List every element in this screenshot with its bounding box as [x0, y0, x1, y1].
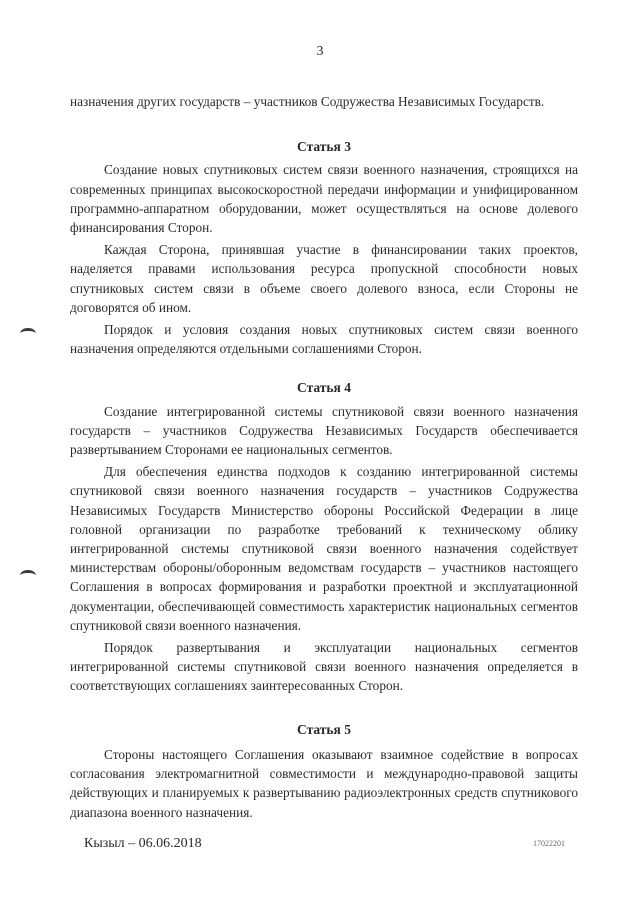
article-4-paragraph-1: Создание интегрированной системы спутниковой связи военного назначения государств – участников Содружества Независимых Государств обеспечивается развертыванием Сторонами ее национальных сегментов. — [70, 403, 578, 458]
intro-paragraph: назначения других государств – участников Содружества Независимых Государств. — [70, 94, 545, 109]
article-5-heading: Статья 5 — [297, 721, 351, 737]
binder-hole-mark — [20, 570, 36, 581]
article-5-paragraph-1: Стороны настоящего Соглашения оказывают взаимное содействие в вопросах согласования электромагнитной совместимости и международно-правовой защиты действующих и планируемых к развертыванию радиоэлектронных средств спутникового диапазона военного назначения. — [70, 746, 578, 820]
article-3-paragraph-2: Каждая Сторона, принявшая участие в финансировании таких проектов, наделяется правами использования ресурса пропускной способности новых спутниковых систем связи в объеме своего долевого взноса, если Стороны не договорятся об ином. — [70, 242, 578, 315]
article-4-paragraph-2: Для обеспечения единства подходов к созданию интегрированной системы спутниковой связи военного назначения государств – участников Содружества Независимых Государств Министерство обороны Российской Федерации в лице головной организации по разработке требований к техническому облику интегрированной системы спутниковой связи военного назначения содействует министерствам обороны/оборонным ведомствам государств – участников настоящего Соглашения в вопросах формирования и разработки проектной и эксплуатационной документации, обеспечивающей совместимость характеристик национальных сегментов спутниковой связи военного назначения. — [70, 464, 578, 633]
document-code: 17022201 — [533, 839, 565, 848]
page-number: 3 — [316, 44, 324, 59]
document-body — [70, 92, 578, 822]
article-4-heading: Статья 4 — [297, 380, 351, 396]
article-4-paragraph-3: Порядок развертывания и эксплуатации национальных сегментов интегрированной системы спутниковой связи военного назначения определяется в соответствующих соглашениях заинтересованных Сторон. — [70, 640, 578, 694]
article-3-heading: Статья 3 — [297, 139, 351, 155]
article-3-paragraph-3: Порядок и условия создания новых спутниковых систем связи военного назначения определяются отдельными соглашениями Сторон. — [70, 322, 578, 357]
article-3-paragraph-1: Создание новых спутниковых систем связи военного назначения, строящихся на современных принципах высокоскоростной передачи информации и унифицированном программно-аппаратном оборудовании, может осуществляться на основе долевого финансирования Сторон. — [70, 162, 578, 236]
place-date: Кызыл – 06.06.2018 — [84, 836, 202, 851]
binder-hole-mark — [20, 328, 36, 339]
